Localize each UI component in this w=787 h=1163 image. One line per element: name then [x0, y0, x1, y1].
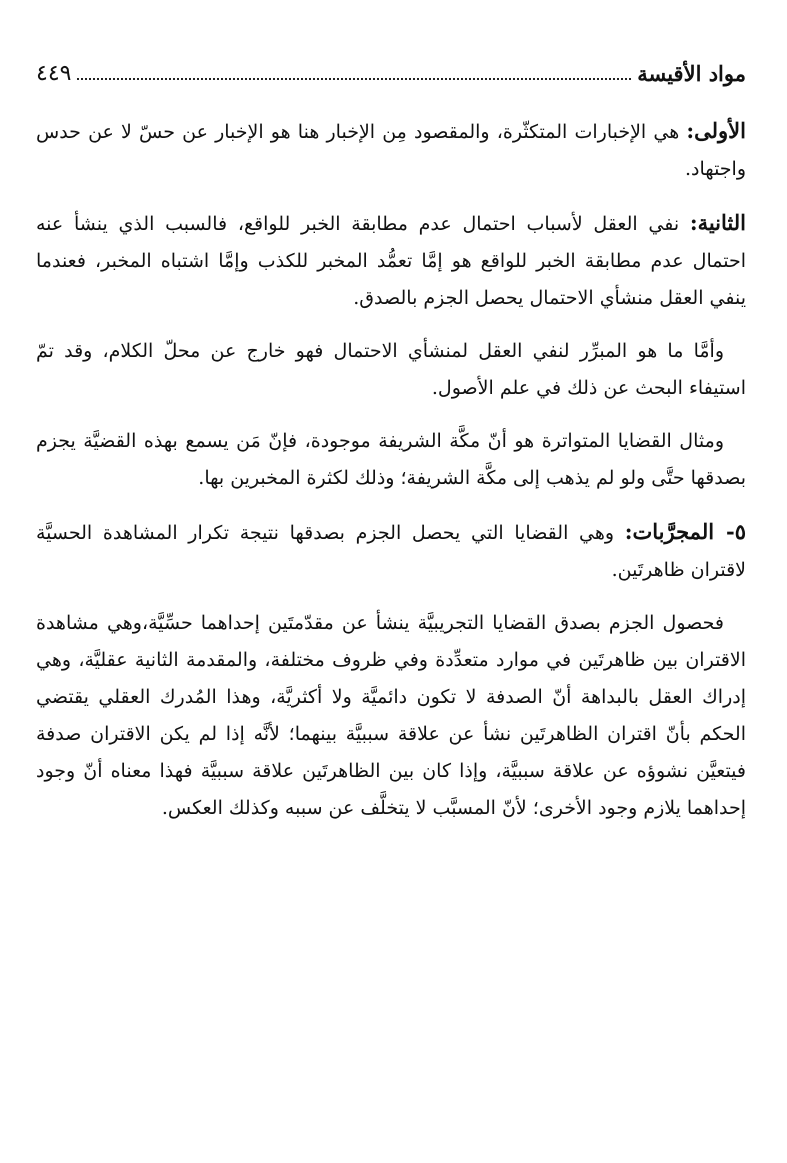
page-header [36, 52, 746, 86]
paragraph-example [36, 423, 746, 497]
paragraph-justification [36, 333, 746, 407]
body-text [36, 112, 746, 843]
paragraph-lead: الأولى: [686, 118, 746, 143]
paragraph-explanation [36, 605, 746, 827]
page-number: ٤٤٩ [36, 61, 72, 86]
paragraph-text: وأمَّا ما هو المبرِّر لنفي العقل لمنشأي الاحتمال فهو خارج عن محلّ الكلام، وقد تمّ استيفاء البحث عن ذلك في علم الأصول. [36, 340, 746, 399]
paragraph-experiential [36, 513, 746, 589]
paragraph-first [36, 112, 746, 188]
paragraph-second [36, 204, 746, 317]
paragraph-lead: ٥- المجرَّبات: [624, 519, 746, 544]
running-title: مواد الأقيسة [637, 61, 746, 86]
paragraph-text: وهي القضايا التي يحصل الجزم بصدقها نتيجة تكرار المشاهدة الحسيَّة لاقتران ظاهرتَين. [36, 522, 746, 581]
dotted-leader [77, 77, 631, 80]
paragraph-text: فحصول الجزم بصدق القضايا التجريبيَّة ينشأ عن مقدّمتَين إحداهما حسِّيَّة،وهي مشاهدة الاقتران بين ظاهرتَين في موارد متعدِّدة وفي ظروف مختلفة، والمقدمة الثانية عقليَّة، وهي إدراك العقل بالبداهة أنّ الصدفة لا تكون دائميَّة ولا أكثريَّة، وهذا المُدرك العقلي يقتضي الحكم بأنّ اقتران الظاهرتَين نشأ عن علاقة سببيَّة بينهما؛ لأنَّه إذا لم يكن الاقتران صدفة فيتعيَّن نشوؤه عن علاقة سببيَّة، وإذا كان بين الظاهرتَين علاقة سببيَّة فهذا معناه أنّ وجود إحداهما يلازم وجود الأخرى؛ لأنّ المسبَّب لا يتخلَّف عن سببه وكذلك العكس. [36, 612, 746, 819]
paragraph-lead: الثانية: [689, 210, 746, 235]
paragraph-text: هي الإخبارات المتكثّرة، والمقصود مِن الإخبار هنا هو الإخبار عن حسّ لا عن حدس واجتهاد. [36, 121, 746, 180]
paragraph-text: ومثال القضايا المتواترة هو أنّ مكَّة الشريفة موجودة، فإنّ مَن يسمع بهذه القضيَّة يجزم بصدقها حتَّى ولو لم يذهب إلى مكَّة الشريفة؛ وذلك لكثرة المخبرين بها. [36, 430, 746, 489]
paragraph-text: نفي العقل لأسباب احتمال عدم مطابقة الخبر للواقع، فالسبب الذي ينشأ عنه احتمال عدم مطابقة الخبر للواقع هو إمَّا تعمُّد المخبر للكذب وإمَّا اشتباه المخبر، فعندما ينفي العقل منشأي الاحتمال يحصل الجزم بالصدق. [36, 213, 746, 309]
